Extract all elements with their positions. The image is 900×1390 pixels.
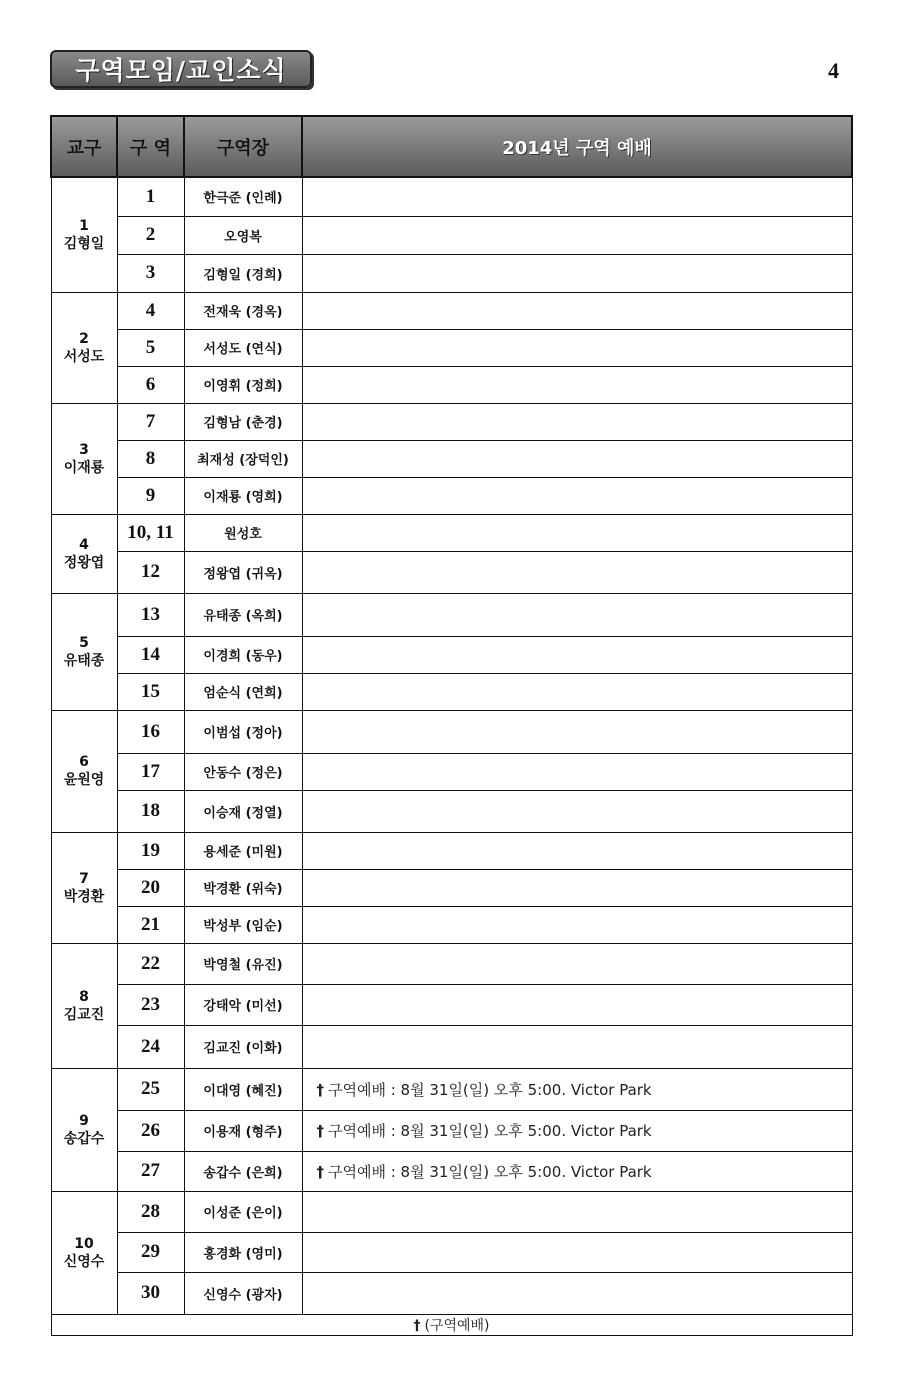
table-row (51, 984, 852, 1025)
table-row (51, 869, 852, 906)
worship-note (302, 477, 852, 514)
zone-leader: 박성부 (임순) (184, 906, 302, 943)
worship-note (302, 790, 852, 832)
zone-leader: 송갑수 (은희) (184, 1151, 302, 1191)
zone-number: 5 (117, 329, 184, 366)
worship-note (302, 753, 852, 790)
zone-number: 12 (117, 551, 184, 593)
table-body (51, 177, 852, 1314)
worship-note (302, 673, 852, 710)
table-header-row (51, 116, 852, 177)
district-cell (51, 1068, 117, 1191)
zone-leader: 이영휘 (정희) (184, 366, 302, 403)
district-pastor-name: 박경환 (63, 888, 105, 905)
district-number: 8 (79, 988, 89, 1005)
worship-note (302, 177, 852, 216)
table-row (51, 710, 852, 753)
zone-leader: 박영철 (유진) (184, 943, 302, 984)
district-cell (51, 403, 117, 514)
cross-icon: † (316, 1162, 324, 1181)
table-row (51, 366, 852, 403)
district-cell (51, 177, 117, 292)
worship-note (302, 329, 852, 366)
zone-number: 13 (117, 593, 184, 636)
zone-number: 8 (117, 440, 184, 477)
header-leader: 구역장 (184, 116, 302, 177)
zone-leader: 홍경화 (영미) (184, 1232, 302, 1272)
district-number: 7 (79, 870, 89, 887)
worship-note (302, 403, 852, 440)
table-row (51, 753, 852, 790)
district-cell (51, 943, 117, 1068)
header-worship: 2014년 구역 예배 (302, 116, 852, 177)
table-row (51, 1232, 852, 1272)
zone-leader: 이경희 (동우) (184, 636, 302, 673)
table-row (51, 292, 852, 329)
district-pastor-name: 정왕엽 (63, 554, 105, 571)
table-row (51, 943, 852, 984)
zone-number: 14 (117, 636, 184, 673)
table-row (51, 514, 852, 551)
district-pastor-name: 윤원영 (63, 772, 105, 788)
district-cell (51, 1191, 117, 1314)
district-number: 6 (79, 754, 89, 770)
zone-number: 29 (117, 1232, 184, 1272)
zone-leader: 한극준 (인례) (184, 177, 302, 216)
district-pastor-name: 김형일 (63, 235, 105, 252)
table-row (51, 906, 852, 943)
cross-icon: † (413, 1317, 421, 1334)
page-number: 4 (828, 58, 839, 83)
worship-note (302, 593, 852, 636)
district-number: 5 (79, 634, 89, 651)
worship-note (302, 440, 852, 477)
footer-legend (51, 1314, 852, 1335)
zone-number: 20 (117, 869, 184, 906)
worship-note (302, 984, 852, 1025)
district-cell (51, 593, 117, 710)
worship-note (302, 832, 852, 869)
zone-leader: 원성호 (184, 514, 302, 551)
district-cell (51, 832, 117, 943)
zone-number: 25 (117, 1068, 184, 1110)
zone-leader: 최재성 (장덕인) (184, 440, 302, 477)
worship-note-text: 구역예배 : 8월 31일(일) 오후 5:00. Victor Park (328, 1080, 652, 1099)
zone-number: 30 (117, 1272, 184, 1314)
table-row (51, 673, 852, 710)
worship-note-text: 구역예배 : 8월 31일(일) 오후 5:00. Victor Park (328, 1122, 652, 1140)
zone-leader: 이승재 (정열) (184, 790, 302, 832)
zone-leader: 이용재 (형주) (184, 1110, 302, 1151)
district-pastor-name: 김교진 (63, 1006, 105, 1023)
worship-note (302, 906, 852, 943)
district-number: 1 (79, 217, 89, 234)
worship-note (302, 1272, 852, 1314)
zone-number: 28 (117, 1191, 184, 1232)
zone-leader: 김형일 (경희) (184, 254, 302, 292)
district-pastor-name: 송갑수 (63, 1130, 105, 1147)
table-row (51, 551, 852, 593)
worship-note (302, 514, 852, 551)
worship-note (302, 943, 852, 984)
worship-note (302, 636, 852, 673)
zone-leader: 서성도 (연식) (184, 329, 302, 366)
section-title-box (50, 50, 312, 88)
table-row (51, 1191, 852, 1232)
section-title: 구역모임/교인소식 (75, 56, 287, 85)
zone-number: 3 (117, 254, 184, 292)
district-pastor-name: 유태종 (63, 652, 105, 669)
district-number: 10 (74, 1235, 94, 1252)
zone-leader: 엄순식 (연희) (184, 673, 302, 710)
table-row (51, 593, 852, 636)
zone-number: 23 (117, 984, 184, 1025)
table-row (51, 1151, 852, 1191)
zone-number: 26 (117, 1110, 184, 1151)
zone-number: 1 (117, 177, 184, 216)
district-pastor-name: 신영수 (63, 1253, 105, 1270)
zone-number: 17 (117, 753, 184, 790)
cross-icon: † (316, 1122, 324, 1140)
table-row (51, 177, 852, 216)
table-row (51, 832, 852, 869)
zone-number: 15 (117, 673, 184, 710)
table-row (51, 636, 852, 673)
worship-note (302, 1068, 852, 1110)
zone-number: 24 (117, 1025, 184, 1068)
table-row (51, 1025, 852, 1068)
zone-number: 7 (117, 403, 184, 440)
zone-number: 10, 11 (117, 514, 184, 551)
zone-leader: 유태종 (옥희) (184, 593, 302, 636)
zone-leader: 정왕엽 (귀옥) (184, 551, 302, 593)
zone-leader: 오영복 (184, 216, 302, 254)
worship-note (302, 551, 852, 593)
district-number: 9 (79, 1112, 89, 1129)
district-number: 4 (79, 536, 89, 553)
table-row (51, 477, 852, 514)
table-row (51, 1068, 852, 1110)
zone-leader: 안동수 (정은) (184, 753, 302, 790)
table-row (51, 1272, 852, 1314)
zone-leader: 용세준 (미원) (184, 832, 302, 869)
zone-leader: 김형남 (춘경) (184, 403, 302, 440)
district-cell (51, 710, 117, 832)
table-row (51, 403, 852, 440)
zone-number: 16 (117, 710, 184, 753)
table-row (51, 254, 852, 292)
worship-note (302, 869, 852, 906)
zone-number: 22 (117, 943, 184, 984)
zone-number: 27 (117, 1151, 184, 1191)
worship-note (302, 710, 852, 753)
zone-leader: 강태악 (미선) (184, 984, 302, 1025)
worship-note (302, 366, 852, 403)
worship-note (302, 1151, 852, 1191)
table-footer-row (51, 1314, 852, 1335)
zone-number: 4 (117, 292, 184, 329)
table-row (51, 329, 852, 366)
zone-number: 19 (117, 832, 184, 869)
zone-number: 6 (117, 366, 184, 403)
district-cell (51, 514, 117, 593)
header-district: 교구 (51, 116, 117, 177)
zone-leader: 신영수 (광자) (184, 1272, 302, 1314)
zone-number: 21 (117, 906, 184, 943)
worship-note (302, 1232, 852, 1272)
district-schedule-table (50, 115, 853, 1336)
district-cell (51, 292, 117, 403)
worship-note (302, 1110, 852, 1151)
table-row (51, 1110, 852, 1151)
district-pastor-name: 이재룡 (63, 459, 105, 476)
worship-note (302, 1191, 852, 1232)
header-zone: 구 역 (117, 116, 184, 177)
zone-leader: 전재욱 (경옥) (184, 292, 302, 329)
worship-note (302, 254, 852, 292)
zone-leader: 이범섭 (정아) (184, 710, 302, 753)
district-number: 3 (79, 441, 89, 458)
footer-text: (구역예배) (424, 1317, 490, 1334)
zone-leader: 박경환 (위숙) (184, 869, 302, 906)
table-row (51, 790, 852, 832)
worship-note (302, 1025, 852, 1068)
zone-leader: 이대영 (혜진) (184, 1068, 302, 1110)
zone-leader: 김교진 (이화) (184, 1025, 302, 1068)
zone-leader: 이재룡 (영희) (184, 477, 302, 514)
cross-icon: † (316, 1080, 324, 1099)
worship-note (302, 216, 852, 254)
worship-note-text: 구역예배 : 8월 31일(일) 오후 5:00. Victor Park (328, 1162, 652, 1181)
district-number: 2 (79, 330, 89, 347)
table-row (51, 216, 852, 254)
zone-leader: 이성준 (은이) (184, 1191, 302, 1232)
zone-number: 18 (117, 790, 184, 832)
worship-note (302, 292, 852, 329)
district-pastor-name: 서성도 (63, 348, 105, 365)
zone-number: 2 (117, 216, 184, 254)
zone-number: 9 (117, 477, 184, 514)
table-row (51, 440, 852, 477)
